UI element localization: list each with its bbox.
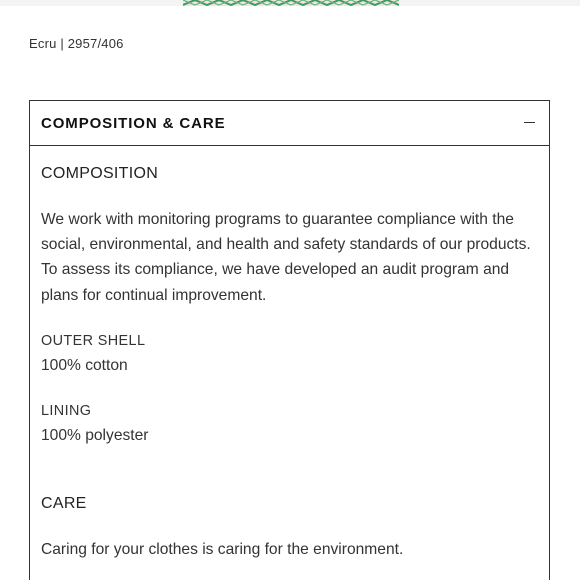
- lining-label: LINING: [41, 403, 92, 419]
- outer-shell-value: 100% cotton: [41, 357, 128, 374]
- composition-heading: COMPOSITION: [41, 165, 159, 182]
- outer-shell-label: OUTER SHELL: [41, 333, 146, 349]
- product-image-pattern: [183, 0, 399, 6]
- accordion-title: COMPOSITION & CARE: [41, 115, 226, 132]
- care-heading: CARE: [41, 495, 87, 512]
- minus-icon[interactable]: [523, 114, 537, 132]
- product-image[interactable]: [183, 0, 399, 6]
- lining-value: 100% polyester: [41, 427, 149, 444]
- composition-care-accordion: [29, 100, 550, 580]
- accordion-header[interactable]: [30, 101, 549, 146]
- composition-description: We work with monitoring programs to guarantee compliance with the social, environmental, and health and safety standards of our products. To assess its compliance, we have developed an audit program and plans for continual improvement.: [41, 211, 531, 304]
- product-color-reference: Ecru | 2957/406: [29, 36, 124, 51]
- care-description: Caring for your clothes is caring for the environment.: [41, 541, 404, 558]
